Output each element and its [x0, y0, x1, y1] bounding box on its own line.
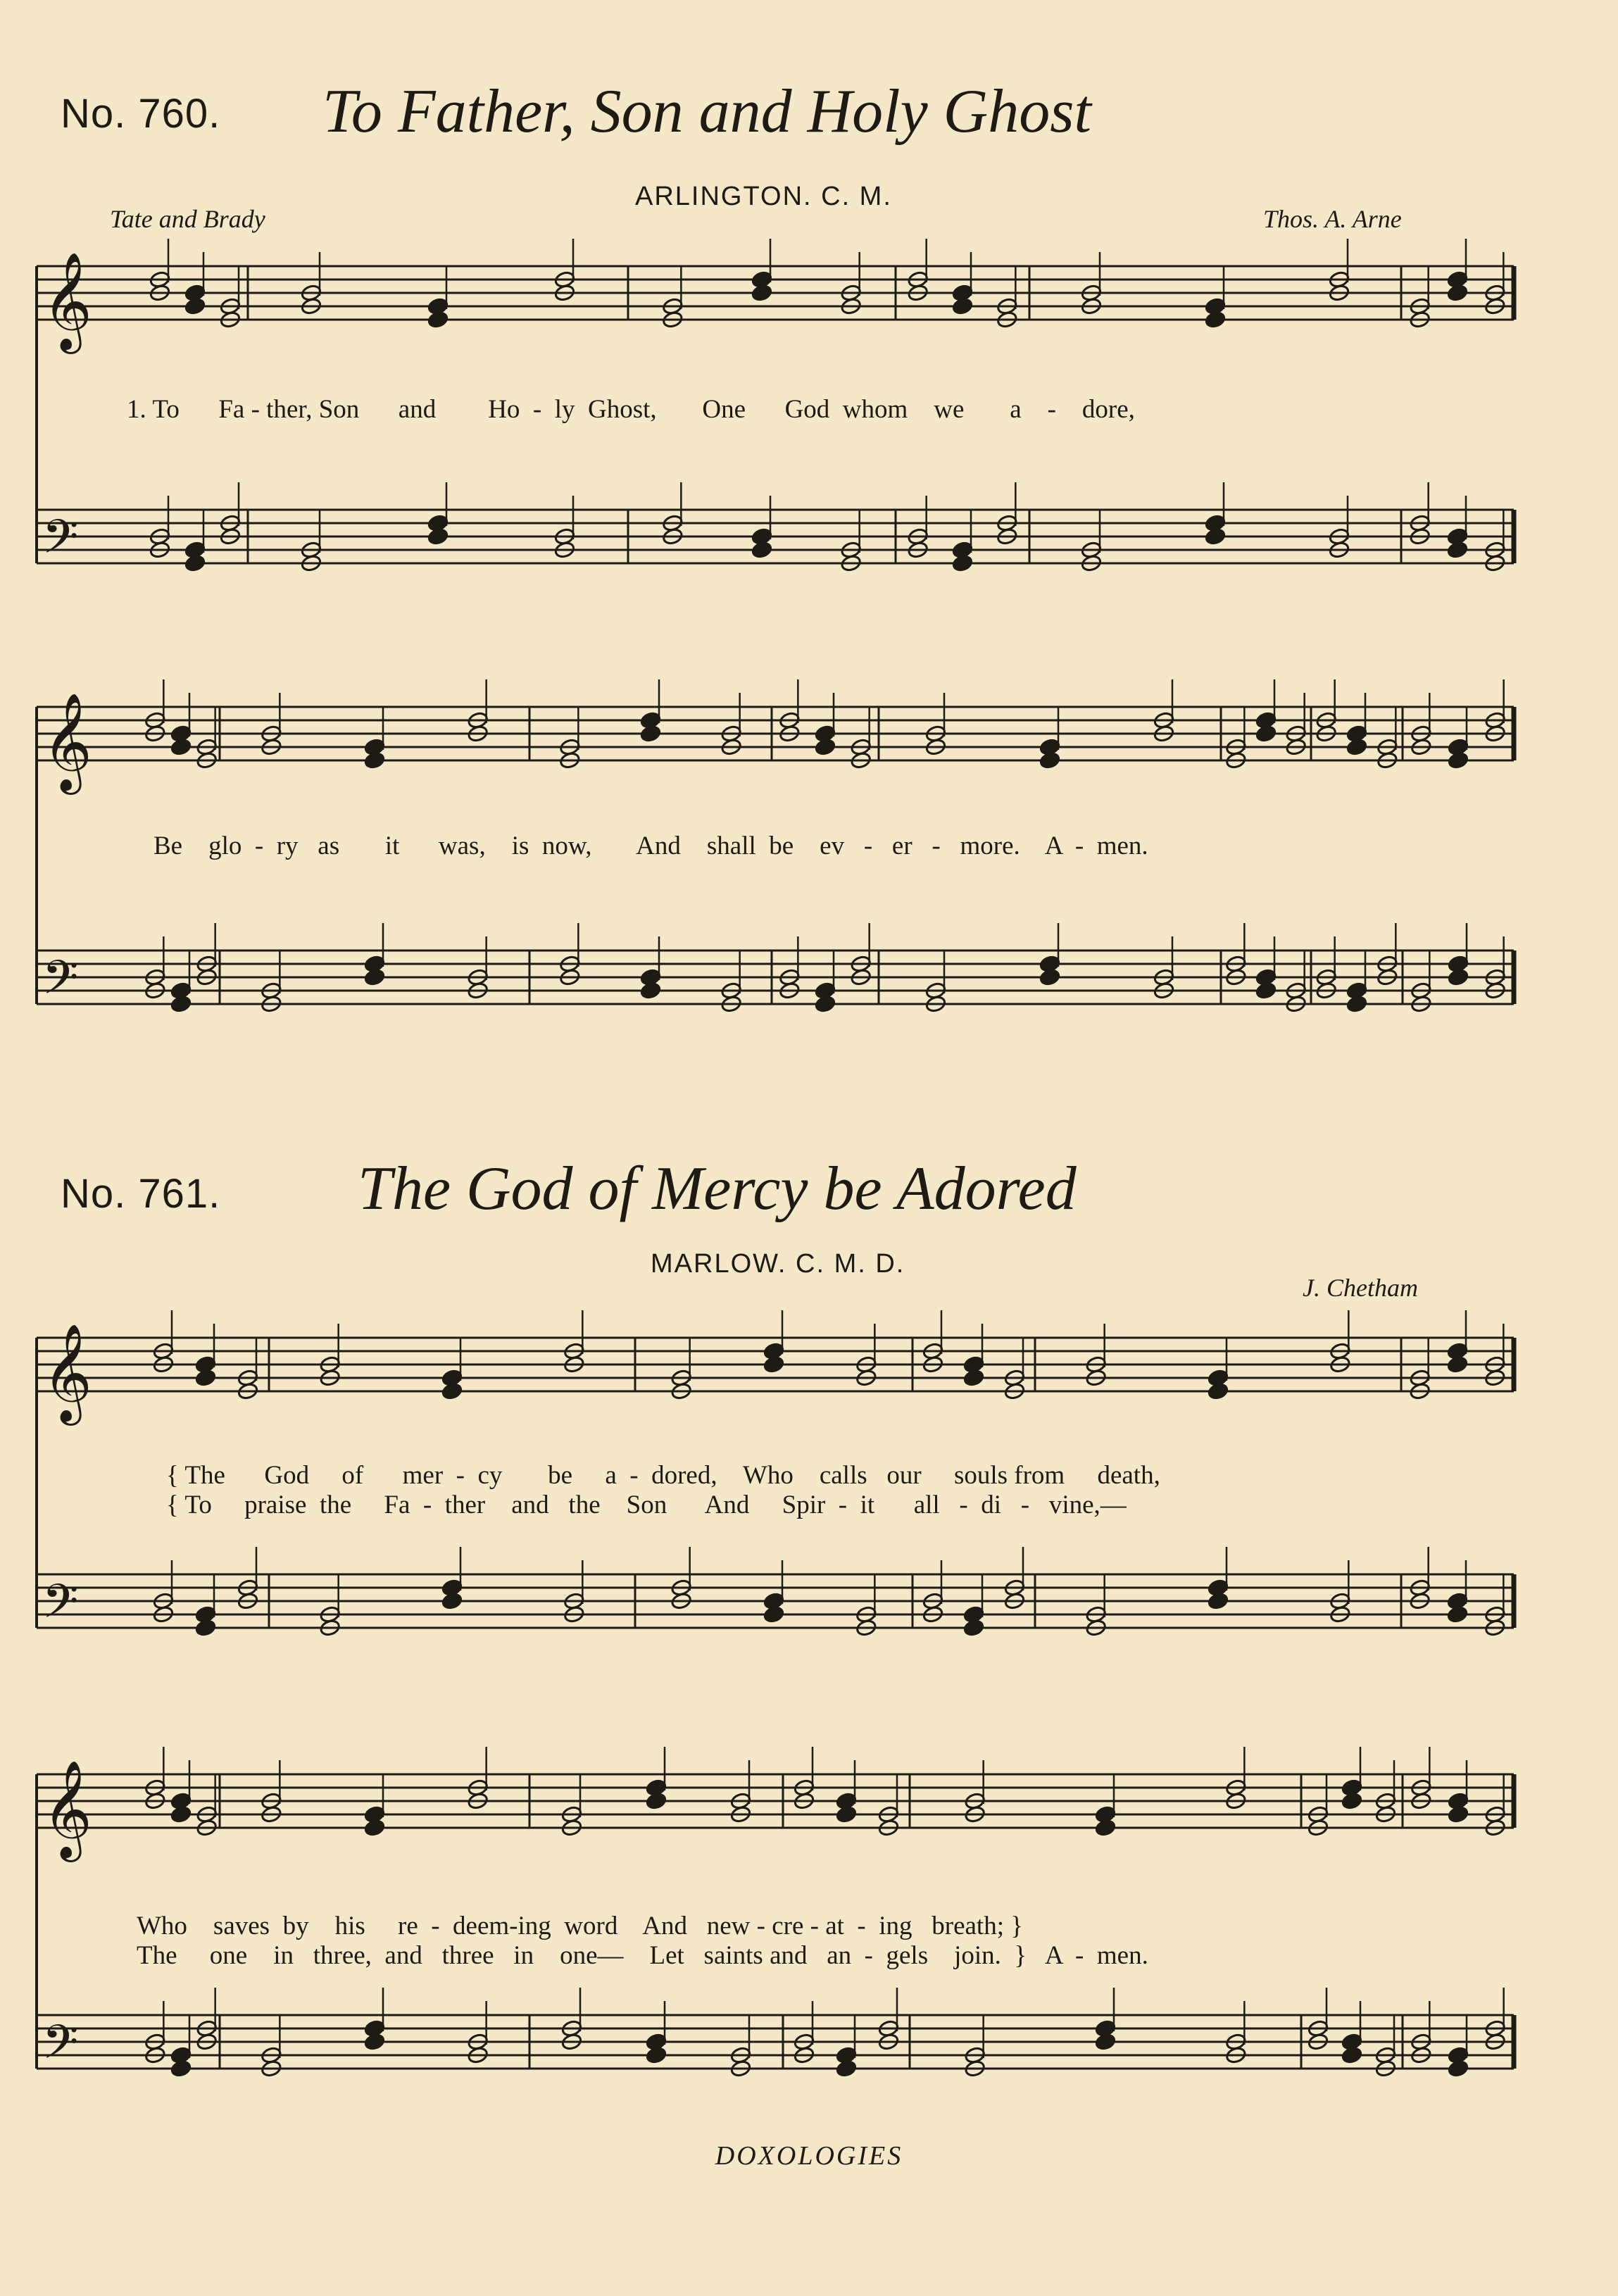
treble-clef: 𝄞 — [42, 252, 92, 350]
notehead — [1039, 968, 1061, 986]
notehead — [963, 1369, 985, 1387]
notehead — [1447, 541, 1469, 559]
notehead — [1255, 724, 1277, 743]
hymn-761-lyric-line-4: The one in three, and three in one— Let saints and an - gels join. } A - men. — [137, 1941, 1148, 1970]
notehead — [952, 554, 974, 572]
notehead — [184, 554, 206, 572]
notehead — [640, 981, 662, 1000]
notehead — [1341, 1792, 1363, 1810]
page-footer: DOXOLOGIES — [715, 2141, 903, 2171]
notehead — [441, 1592, 463, 1610]
notehead — [170, 1805, 192, 1824]
hymn-760-number: No. 760. — [61, 91, 221, 137]
notehead — [1205, 310, 1227, 329]
notehead — [751, 284, 773, 302]
notehead — [763, 1605, 785, 1624]
treble-clef: 𝄞 — [42, 693, 92, 791]
notehead — [1448, 2059, 1469, 2078]
notehead — [1205, 527, 1227, 546]
hymn-760-tune: ARLINGTON. C. M. — [635, 182, 892, 211]
notehead — [1208, 1592, 1229, 1610]
notehead — [751, 541, 773, 559]
notehead — [170, 738, 192, 756]
notehead — [364, 2033, 386, 2051]
bass-clef: 𝄢 — [42, 1574, 79, 1640]
notehead — [184, 297, 206, 315]
hymn-761-number: No. 761. — [61, 1171, 221, 1217]
notehead — [1448, 968, 1469, 986]
hymn-761-title: The God of Mercy be Adored — [358, 1155, 1077, 1223]
hymn-760-words-by: Tate and Brady — [110, 205, 265, 233]
notehead — [1095, 1819, 1117, 1837]
notehead — [364, 968, 386, 986]
notehead — [170, 2059, 192, 2078]
notehead — [1095, 2033, 1117, 2051]
notehead — [952, 297, 974, 315]
notehead — [1447, 284, 1469, 302]
notehead — [836, 2059, 858, 2078]
notehead — [195, 1619, 217, 1637]
hymn-760-title: To Father, Son and Holy Ghost — [322, 77, 1091, 146]
notehead — [1448, 751, 1469, 770]
bass-clef: 𝄢 — [42, 951, 79, 1016]
notehead — [1448, 1805, 1469, 1824]
hymn-761-tune: MARLOW. C. M. D. — [651, 1249, 905, 1279]
notehead — [364, 751, 386, 770]
notehead — [170, 995, 192, 1013]
treble-clef: 𝄞 — [42, 1760, 92, 1858]
hymn-760-lyric-line-2: Be glo - ry as it was, is now, And shall be ev - er - more. A - men. — [153, 832, 1148, 860]
notehead — [640, 724, 662, 743]
notehead — [427, 310, 449, 329]
hymn-761-lyric-line-3: Who saves by his re - deem-ing word And new - cre - at - ing breath; } — [137, 1912, 1023, 1940]
notehead — [1447, 1355, 1469, 1374]
notehead — [646, 1792, 667, 1810]
notehead — [1255, 981, 1277, 1000]
notehead — [815, 995, 836, 1013]
hymn-760-music-by: Thos. A. Arne — [1263, 205, 1402, 233]
notehead — [1208, 1382, 1229, 1400]
bass-clef: 𝄢 — [42, 510, 79, 575]
notehead — [646, 2046, 667, 2064]
hymn-761-lyric-line-2: { To praise the Fa - ther and the Son And Spir - it all - di - vine,— — [166, 1491, 1127, 1519]
bass-clef: 𝄢 — [42, 2015, 79, 2081]
hymn-761-lyric-line-1: { The God of mer - cy be a - dored, Who calls our souls from death, — [166, 1461, 1160, 1490]
hymn-761-music-by: J. Chetham — [1303, 1274, 1418, 1302]
treble-clef: 𝄞 — [42, 1324, 92, 1422]
notehead — [427, 527, 449, 546]
notehead — [1447, 1605, 1469, 1624]
notehead — [195, 1369, 217, 1387]
notehead — [836, 1805, 858, 1824]
hymn-760-lyric-line-1: 1. To Fa - ther, Son and Ho - ly Ghost, One God whom we a - dore, — [127, 395, 1135, 424]
notehead — [1039, 751, 1061, 770]
notehead — [1346, 995, 1368, 1013]
notehead — [1346, 738, 1368, 756]
notehead — [441, 1382, 463, 1400]
notehead — [963, 1619, 985, 1637]
notehead — [763, 1355, 785, 1374]
notehead — [1341, 2046, 1363, 2064]
notehead — [364, 1819, 386, 1837]
notehead — [815, 738, 836, 756]
